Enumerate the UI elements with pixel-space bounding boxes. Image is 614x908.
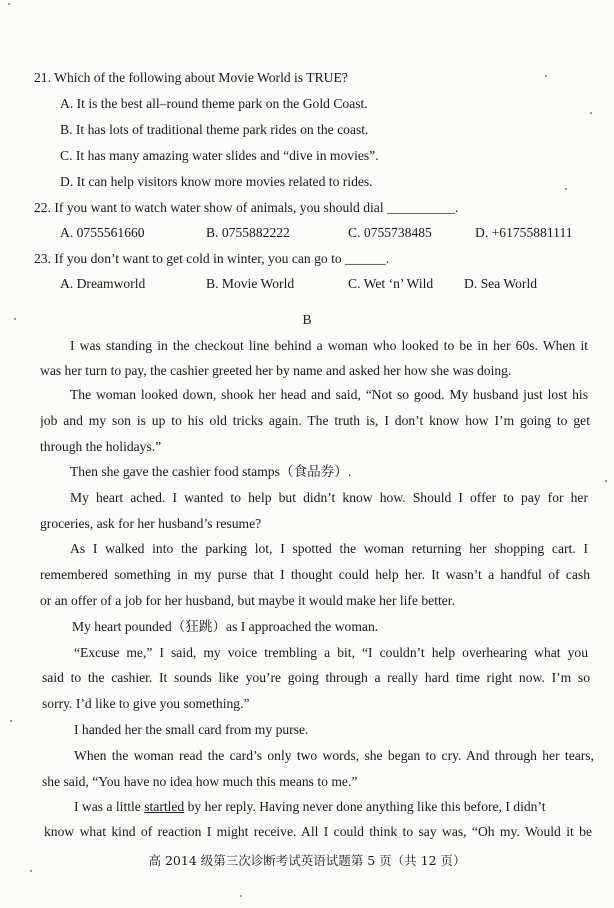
passage-line: was her turn to pay, the cashier greeted her by name and asked her how she was doing. [40,363,512,378]
passage-line: The woman looked down, shook her head and said, “Not so good. My husband just lost his [70,387,588,402]
option-d: D. Sea World [464,276,538,291]
text: I was a little [74,799,145,814]
passage-line: said to the cashier. It sounds like you’re going through a really hard time right now. I’m so [42,670,590,685]
text: by her reply. Having never done anything like this before, I didn’t [184,799,546,814]
passage-line: she said, “You have no idea how much this means to me.” [42,774,358,789]
passage-line: I handed her the small card from my purse. [74,722,309,737]
passage-line: through the holidays.” [40,439,162,454]
speck [240,895,242,897]
option-c: C. 0755738485 [348,225,432,240]
speck [590,112,592,114]
option-b: B. 0755882222 [206,225,290,240]
passage-line: As I walked into the parking lot, I spotted the woman returning her shopping cart. I [70,541,588,556]
passage-line: groceries, ask for her husband’s resume? [40,516,262,531]
section-title: B [302,312,312,327]
passage-line: I was standing in the checkout line behind a woman who looked to be in her 60s. When it [70,338,588,353]
speck [10,720,12,722]
speck [565,188,567,190]
passage-line: job and my son is up to his old tricks again. The truth is, I don’t know how I’m going to get [40,413,590,428]
option-c: C. It has many amazing water slides and “dive in movies”. [60,148,379,163]
passage-line: Then she gave the cashier food stamps（食品券）. [70,464,352,479]
speck [8,3,10,5]
speck [30,870,32,872]
question-stem: 21. Which of the following about Movie World is TRUE? [34,70,348,85]
passage-line: sorry. I’d like to give you something.” [42,696,250,711]
passage-line: My heart pounded（狂跳）as I approached the woman. [72,619,379,634]
passage-line: remembered something in my purse that I thought could help her. It wasn’t a handful of cash [40,567,590,582]
option-a: A. Dreamworld [60,276,146,291]
option-b: B. It has lots of traditional theme park rides on the coast. [60,122,369,137]
option-c: C. Wet ‘n’ Wild [348,276,434,291]
question-stem: 22. If you want to watch water show of animals, you should dial __________. [34,200,459,215]
passage-line: know what kind of reaction I might receive. All I could think to say was, “Oh my. Would it be [44,824,592,839]
passage-line: My heart ached. I wanted to help but didn’t know how. Should I offer to pay for her [70,490,588,505]
underlined-word: startled [144,799,185,814]
passage-line: or an offer of a job for her husband, but maybe it would make her life better. [40,593,455,608]
passage-line: When the woman read the card’s only two words, she began to cry. And through her tears, [74,748,594,763]
page-footer: 高 2014 级第三次诊断考试英语试题第 5 页（共 12 页） [148,853,466,868]
passage-line-startled [74,798,546,816]
option-b: B. Movie World [206,276,295,291]
question-stem: 23. If you don’t want to get cold in winter, you can go to ______. [34,251,390,266]
option-a: A. 0755561660 [60,225,145,240]
option-a: A. It is the best all–round theme park on the Gold Coast. [60,96,368,111]
option-d: D. It can help visitors know more movies related to rides. [60,174,373,189]
speck [14,318,16,320]
speck [545,75,547,77]
speck [605,480,607,482]
option-d: D. +61755881111 [475,225,573,240]
passage-line: “Excuse me,” I said, my voice trembling a bit, “I couldn’t help overhearing what you [74,645,588,660]
